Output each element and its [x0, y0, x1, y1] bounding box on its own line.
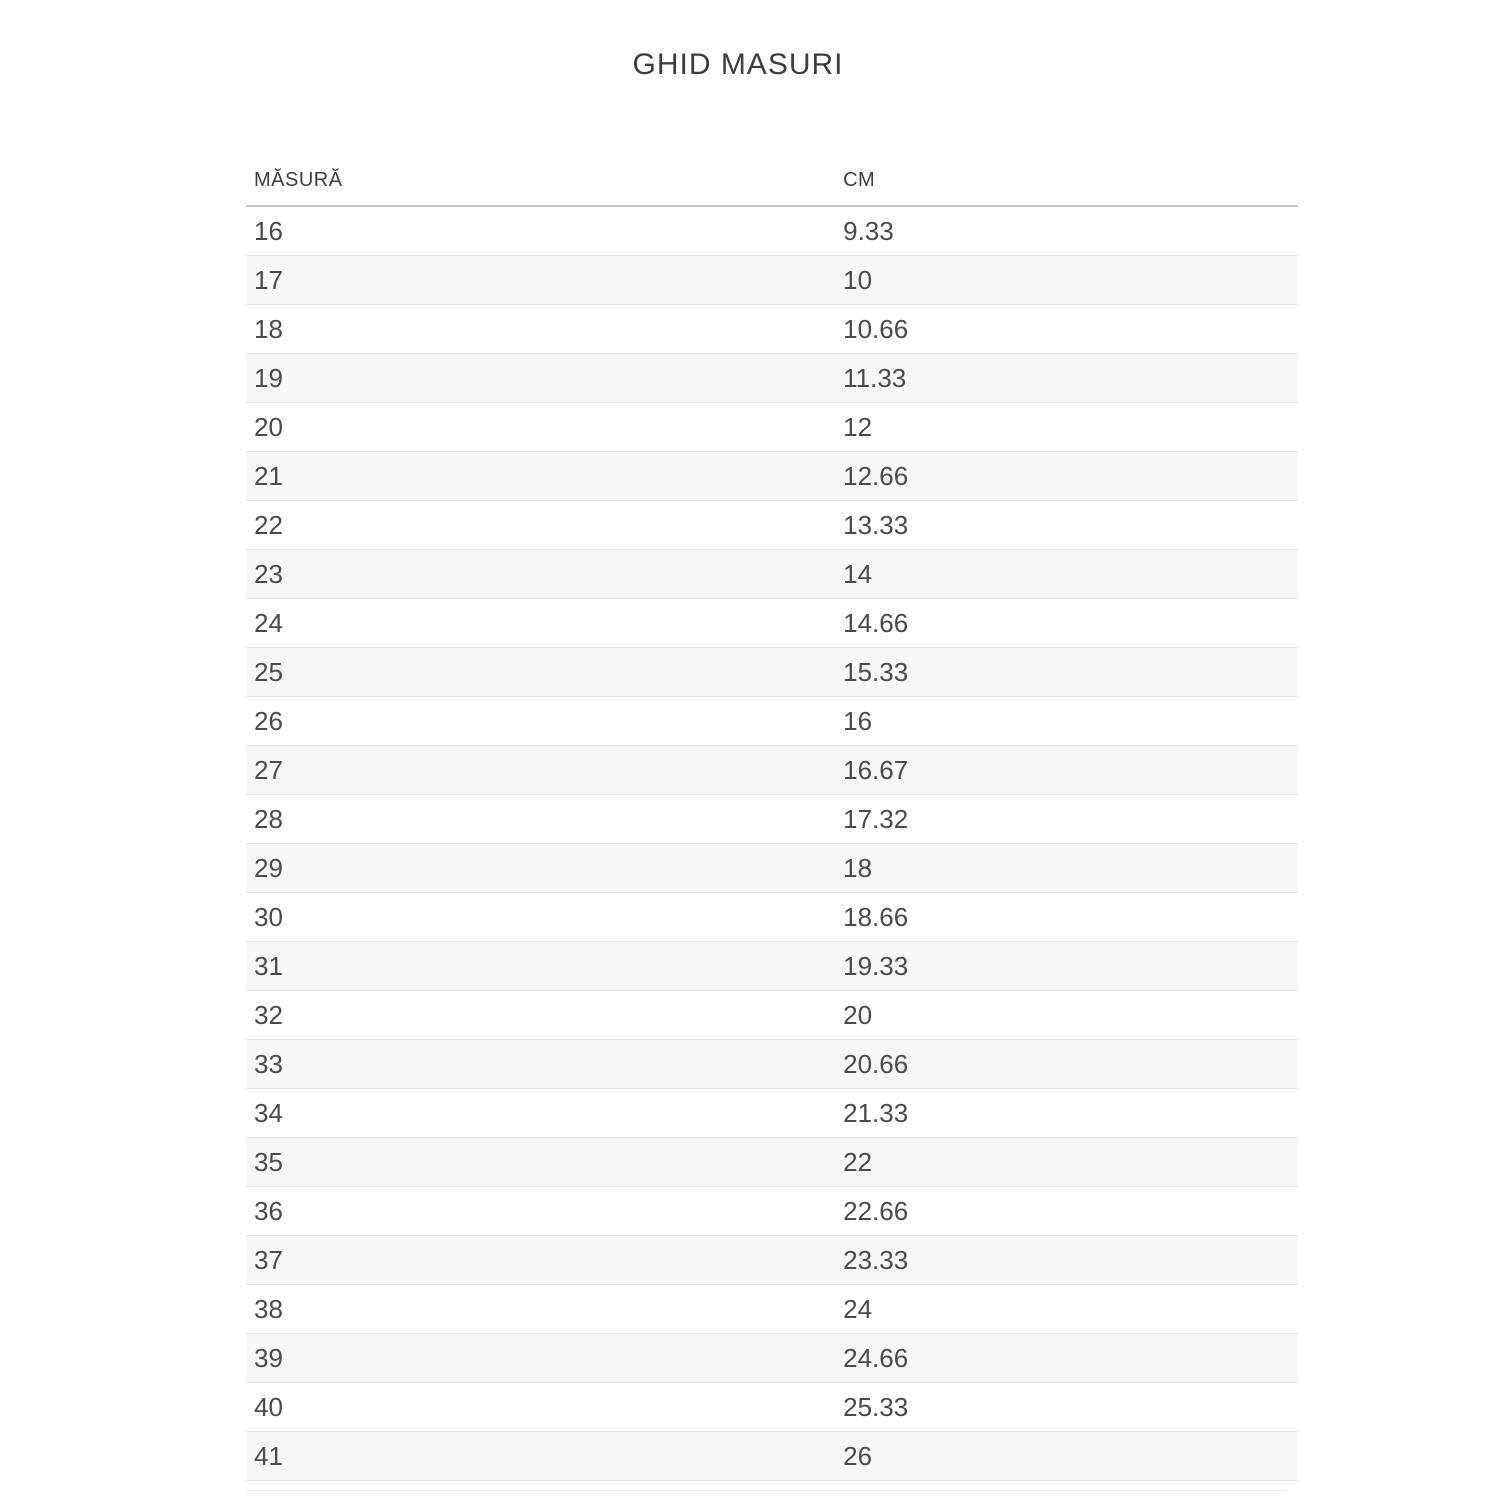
table-row	[246, 991, 1298, 1040]
cm-cell: 11.33	[835, 354, 1298, 403]
cm-cell: 10.66	[835, 305, 1298, 354]
cm-cell: 10	[835, 256, 1298, 305]
masura-cell: 17	[246, 256, 835, 305]
table-row	[246, 354, 1298, 403]
table-row	[246, 501, 1298, 550]
masura-cell: 22	[246, 501, 835, 550]
page-title: GHID MASURI	[632, 48, 844, 81]
cm-cell: 22	[835, 1138, 1298, 1187]
cm-cell: 12	[835, 403, 1298, 452]
cm-cell: 20	[835, 991, 1298, 1040]
masura-cell: 30	[246, 893, 835, 942]
cm-cell: 24	[835, 1285, 1298, 1334]
masura-cell: 16	[246, 206, 835, 256]
table-row	[246, 550, 1298, 599]
table-row	[246, 697, 1298, 746]
table-row	[246, 648, 1298, 697]
masura-cell: 31	[246, 942, 835, 991]
masura-cell: 41	[246, 1432, 835, 1481]
masura-cell: 32	[246, 991, 835, 1040]
masura-cell: 20	[246, 403, 835, 452]
masura-cell: 23	[246, 550, 835, 599]
table-row	[246, 1383, 1298, 1432]
masura-cell: 35	[246, 1138, 835, 1187]
masura-cell: 26	[246, 697, 835, 746]
masura-cell: 39	[246, 1334, 835, 1383]
masura-cell: 29	[246, 844, 835, 893]
table-row	[246, 1285, 1298, 1334]
masura-cell: 19	[246, 354, 835, 403]
bottom-divider	[246, 1490, 1287, 1491]
masura-cell: 21	[246, 452, 835, 501]
table-row	[246, 305, 1298, 354]
table-row	[246, 1187, 1298, 1236]
cm-cell: 12.66	[835, 452, 1298, 501]
column-header-cm: CM	[835, 161, 1298, 206]
table-row	[246, 452, 1298, 501]
table-row	[246, 893, 1298, 942]
cm-cell: 16	[835, 697, 1298, 746]
cm-cell: 23.33	[835, 1236, 1298, 1285]
table-row	[246, 1040, 1298, 1089]
masura-cell: 33	[246, 1040, 835, 1089]
cm-cell: 26	[835, 1432, 1298, 1481]
table-header-row	[246, 161, 1298, 206]
masura-cell: 25	[246, 648, 835, 697]
table-row	[246, 256, 1298, 305]
cm-cell: 13.33	[835, 501, 1298, 550]
size-guide-page	[246, 48, 1298, 1491]
cm-cell: 14	[835, 550, 1298, 599]
table-row	[246, 844, 1298, 893]
size-guide-table	[246, 161, 1298, 1481]
cm-cell: 25.33	[835, 1383, 1298, 1432]
table-row	[246, 795, 1298, 844]
cm-cell: 15.33	[835, 648, 1298, 697]
cm-cell: 21.33	[835, 1089, 1298, 1138]
table-row	[246, 746, 1298, 795]
cm-cell: 24.66	[835, 1334, 1298, 1383]
column-header-masura: MĂSURĂ	[246, 161, 835, 206]
cm-cell: 20.66	[835, 1040, 1298, 1089]
table-row	[246, 1432, 1298, 1481]
table-row	[246, 1334, 1298, 1383]
masura-cell: 38	[246, 1285, 835, 1334]
masura-cell: 18	[246, 305, 835, 354]
table-row	[246, 599, 1298, 648]
cm-cell: 19.33	[835, 942, 1298, 991]
table-row	[246, 206, 1298, 256]
masura-cell: 27	[246, 746, 835, 795]
cm-cell: 18	[835, 844, 1298, 893]
cm-cell: 18.66	[835, 893, 1298, 942]
table-row	[246, 942, 1298, 991]
cm-cell: 14.66	[835, 599, 1298, 648]
table-row	[246, 1138, 1298, 1187]
table-body	[246, 206, 1298, 1481]
cm-cell: 16.67	[835, 746, 1298, 795]
masura-cell: 40	[246, 1383, 835, 1432]
cm-cell: 22.66	[835, 1187, 1298, 1236]
table-row	[246, 1089, 1298, 1138]
cm-cell: 9.33	[835, 206, 1298, 256]
table-row	[246, 403, 1298, 452]
masura-cell: 37	[246, 1236, 835, 1285]
cm-cell: 17.32	[835, 795, 1298, 844]
masura-cell: 28	[246, 795, 835, 844]
masura-cell: 24	[246, 599, 835, 648]
masura-cell: 34	[246, 1089, 835, 1138]
masura-cell: 36	[246, 1187, 835, 1236]
table-header	[246, 161, 1298, 206]
table-row	[246, 1236, 1298, 1285]
